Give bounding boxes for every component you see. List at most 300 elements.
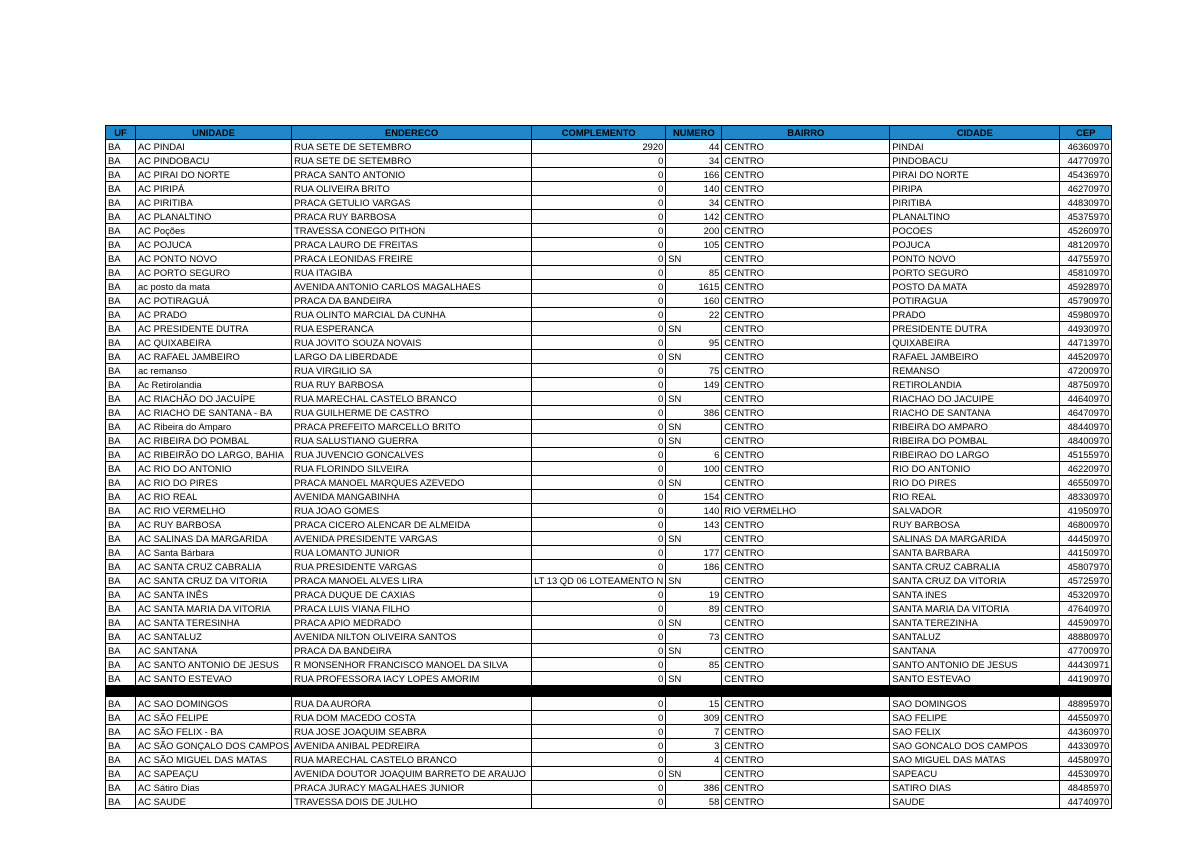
cell-unidade: AC SANTANA xyxy=(136,644,292,658)
cell-cep: 45790970 xyxy=(1060,294,1112,308)
table-row xyxy=(106,602,1112,616)
cell-numero: 22 xyxy=(666,308,722,322)
table-row xyxy=(106,697,1112,711)
table-row xyxy=(106,154,1112,168)
table-row xyxy=(106,616,1112,630)
cell-complemento: 0 xyxy=(532,196,666,210)
cell-cep: 44740970 xyxy=(1060,795,1112,809)
cell-numero: 3 xyxy=(666,739,722,753)
cell-cidade: PIRITIBA xyxy=(890,196,1060,210)
cell-complemento: 0 xyxy=(532,336,666,350)
cell-numero: 386 xyxy=(666,406,722,420)
table-row xyxy=(106,462,1112,476)
table-row xyxy=(106,644,1112,658)
cell-unidade: AC Santa Bárbara xyxy=(136,546,292,560)
cell-endereco: PRACA LAURO DE FREITAS xyxy=(292,238,532,252)
cell-endereco: AVENIDA ANIBAL PEDREIRA xyxy=(292,739,532,753)
cell-uf: BA xyxy=(106,322,136,336)
cell-cep: 44830970 xyxy=(1060,196,1112,210)
cell-unidade: AC RIACHO DE SANTANA - BA xyxy=(136,406,292,420)
cell-uf: BA xyxy=(106,560,136,574)
cell-uf: BA xyxy=(106,711,136,725)
cell-uf: BA xyxy=(106,154,136,168)
cell-unidade: AC SANTA TERESINHA xyxy=(136,616,292,630)
cell-cep: 44430971 xyxy=(1060,658,1112,672)
cell-cidade: SAO GONCALO DOS CAMPOS xyxy=(890,739,1060,753)
cell-complemento: 0 xyxy=(532,462,666,476)
redaction-bar xyxy=(106,686,1112,697)
table-row xyxy=(106,224,1112,238)
cell-endereco: RUA JOAO GOMES xyxy=(292,504,532,518)
cell-complemento: 0 xyxy=(532,602,666,616)
cell-complemento: 0 xyxy=(532,518,666,532)
cell-bairro: CENTRO xyxy=(722,140,890,154)
cell-bairro: CENTRO xyxy=(722,294,890,308)
cell-numero: SN xyxy=(666,644,722,658)
cell-bairro: CENTRO xyxy=(722,462,890,476)
cell-complemento: 0 xyxy=(532,476,666,490)
cell-uf: BA xyxy=(106,532,136,546)
cell-unidade: AC Poções xyxy=(136,224,292,238)
cell-complemento: 0 xyxy=(532,795,666,809)
cell-bairro: CENTRO xyxy=(722,476,890,490)
cell-uf: BA xyxy=(106,168,136,182)
cell-cep: 44520970 xyxy=(1060,350,1112,364)
cell-endereco: RUA PRESIDENTE VARGAS xyxy=(292,560,532,574)
table-row xyxy=(106,476,1112,490)
cell-unidade: AC SANTA INÊS xyxy=(136,588,292,602)
cell-numero: SN xyxy=(666,434,722,448)
cell-bairro: CENTRO xyxy=(722,336,890,350)
table-row xyxy=(106,658,1112,672)
cell-cep: 44713970 xyxy=(1060,336,1112,350)
agencies-table xyxy=(105,125,1112,809)
cell-bairro: CENTRO xyxy=(722,364,890,378)
cell-numero: 73 xyxy=(666,630,722,644)
cell-numero: 142 xyxy=(666,210,722,224)
cell-uf: BA xyxy=(106,753,136,767)
table-row xyxy=(106,168,1112,182)
cell-cidade: RIO DO PIRES xyxy=(890,476,1060,490)
cell-cidade: SANTA CRUZ CABRALIA xyxy=(890,560,1060,574)
cell-complemento: 0 xyxy=(532,616,666,630)
cell-cep: 45810970 xyxy=(1060,266,1112,280)
cell-bairro: CENTRO xyxy=(722,711,890,725)
cell-endereco: AVENIDA MANGABINHA xyxy=(292,490,532,504)
cell-cep: 48485970 xyxy=(1060,781,1112,795)
header-uf: UF xyxy=(106,126,136,140)
table-row xyxy=(106,630,1112,644)
cell-unidade: AC PLANALTINO xyxy=(136,210,292,224)
cell-cidade: PIRIPA xyxy=(890,182,1060,196)
cell-bairro: CENTRO xyxy=(722,280,890,294)
cell-cidade: RAFAEL JAMBEIRO xyxy=(890,350,1060,364)
cell-cidade: RETIROLANDIA xyxy=(890,378,1060,392)
cell-unidade: AC Ribeira do Amparo xyxy=(136,420,292,434)
cell-unidade: AC SANTALUZ xyxy=(136,630,292,644)
cell-uf: BA xyxy=(106,546,136,560)
cell-numero: 200 xyxy=(666,224,722,238)
cell-complemento: 0 xyxy=(532,560,666,574)
cell-uf: BA xyxy=(106,630,136,644)
table-row xyxy=(106,518,1112,532)
cell-endereco: RUA SALUSTIANO GUERRA xyxy=(292,434,532,448)
cell-cep: 46470970 xyxy=(1060,406,1112,420)
cell-bairro: CENTRO xyxy=(722,490,890,504)
cell-numero: 34 xyxy=(666,154,722,168)
cell-unidade: AC SANTA CRUZ DA VITORIA xyxy=(136,574,292,588)
cell-numero: 100 xyxy=(666,462,722,476)
cell-complemento: 0 xyxy=(532,490,666,504)
cell-bairro: CENTRO xyxy=(722,725,890,739)
cell-uf: BA xyxy=(106,196,136,210)
cell-uf: BA xyxy=(106,574,136,588)
cell-uf: BA xyxy=(106,644,136,658)
cell-cidade: POJUCA xyxy=(890,238,1060,252)
cell-cep: 48120970 xyxy=(1060,238,1112,252)
header-row xyxy=(106,126,1112,140)
cell-uf: BA xyxy=(106,490,136,504)
cell-cidade: RIACHO DE SANTANA xyxy=(890,406,1060,420)
cell-cep: 44360970 xyxy=(1060,725,1112,739)
cell-cep: 46360970 xyxy=(1060,140,1112,154)
cell-complemento: 0 xyxy=(532,238,666,252)
cell-bairro: CENTRO xyxy=(722,739,890,753)
cell-bairro: CENTRO xyxy=(722,697,890,711)
cell-bairro: CENTRO xyxy=(722,448,890,462)
cell-cep: 45260970 xyxy=(1060,224,1112,238)
cell-endereco: RUA JOSE JOAQUIM SEABRA xyxy=(292,725,532,739)
cell-numero: 166 xyxy=(666,168,722,182)
cell-cidade: SANTO ANTONIO DE JESUS xyxy=(890,658,1060,672)
cell-cep: 44755970 xyxy=(1060,252,1112,266)
cell-unidade: AC SANTA MARIA DA VITORIA xyxy=(136,602,292,616)
cell-bairro: CENTRO xyxy=(722,644,890,658)
cell-endereco: RUA MARECHAL CASTELO BRANCO xyxy=(292,753,532,767)
cell-cep: 45155970 xyxy=(1060,448,1112,462)
cell-endereco: PRACA DA BANDEIRA xyxy=(292,644,532,658)
cell-cidade: PINDAI xyxy=(890,140,1060,154)
cell-unidade: AC SALINAS DA MARGARIDA xyxy=(136,532,292,546)
cell-unidade: AC RIACHÃO DO JACUÍPE xyxy=(136,392,292,406)
cell-uf: BA xyxy=(106,448,136,462)
cell-uf: BA xyxy=(106,795,136,809)
cell-cep: 46550970 xyxy=(1060,476,1112,490)
cell-unidade: AC RIO VERMELHO xyxy=(136,504,292,518)
cell-numero: 95 xyxy=(666,336,722,350)
cell-bairro: CENTRO xyxy=(722,224,890,238)
cell-endereco: PRACA MANOEL MARQUES AZEVEDO xyxy=(292,476,532,490)
cell-complemento: 0 xyxy=(532,322,666,336)
cell-numero: 15 xyxy=(666,697,722,711)
cell-complemento: 0 xyxy=(532,168,666,182)
cell-unidade: AC SANTO ANTONIO DE JESUS xyxy=(136,658,292,672)
cell-unidade: AC SÃO MIGUEL DAS MATAS xyxy=(136,753,292,767)
cell-bairro: CENTRO xyxy=(722,308,890,322)
cell-uf: BA xyxy=(106,588,136,602)
cell-unidade: AC SÃO FELIPE xyxy=(136,711,292,725)
cell-unidade: AC PORTO SEGURO xyxy=(136,266,292,280)
cell-cidade: SAPEACU xyxy=(890,767,1060,781)
cell-bairro: CENTRO xyxy=(722,658,890,672)
cell-cep: 46800970 xyxy=(1060,518,1112,532)
cell-uf: BA xyxy=(106,462,136,476)
cell-cidade: SALVADOR xyxy=(890,504,1060,518)
cell-bairro: CENTRO xyxy=(722,420,890,434)
cell-endereco: RUA OLIVEIRA BRITO xyxy=(292,182,532,196)
cell-numero: 177 xyxy=(666,546,722,560)
cell-bairro: CENTRO xyxy=(722,616,890,630)
cell-endereco: RUA DOM MACEDO COSTA xyxy=(292,711,532,725)
cell-cidade: RIBEIRA DO AMPARO xyxy=(890,420,1060,434)
cell-unidade: ac posto da mata xyxy=(136,280,292,294)
table-row xyxy=(106,532,1112,546)
cell-bairro: CENTRO xyxy=(722,518,890,532)
cell-numero: SN xyxy=(666,252,722,266)
cell-endereco: RUA MARECHAL CASTELO BRANCO xyxy=(292,392,532,406)
table-row xyxy=(106,490,1112,504)
header-bairro: BAIRRO xyxy=(722,126,890,140)
table-row xyxy=(106,711,1112,725)
cell-cep: 47200970 xyxy=(1060,364,1112,378)
cell-numero: SN xyxy=(666,476,722,490)
cell-numero: 149 xyxy=(666,378,722,392)
cell-endereco: PRACA APIO MEDRADO xyxy=(292,616,532,630)
cell-complemento: 0 xyxy=(532,210,666,224)
cell-cidade: REMANSO xyxy=(890,364,1060,378)
table-row xyxy=(106,781,1112,795)
cell-bairro: RIO VERMELHO xyxy=(722,504,890,518)
cell-complemento: 0 xyxy=(532,546,666,560)
cell-unidade: AC PRADO xyxy=(136,308,292,322)
table-row xyxy=(106,294,1112,308)
header-numero: NUMERO xyxy=(666,126,722,140)
cell-complemento: 0 xyxy=(532,753,666,767)
cell-cidade: SANTA MARIA DA VITORIA xyxy=(890,602,1060,616)
header-unidade: UNIDADE xyxy=(136,126,292,140)
cell-numero: SN xyxy=(666,420,722,434)
cell-unidade: AC SÃO FELIX - BA xyxy=(136,725,292,739)
cell-complemento: 0 xyxy=(532,711,666,725)
table-row xyxy=(106,588,1112,602)
cell-bairro: CENTRO xyxy=(722,546,890,560)
cell-bairro: CENTRO xyxy=(722,168,890,182)
table-row xyxy=(106,210,1112,224)
cell-uf: BA xyxy=(106,392,136,406)
cell-cidade: RIO REAL xyxy=(890,490,1060,504)
cell-endereco: AVENIDA NILTON OLIVEIRA SANTOS xyxy=(292,630,532,644)
cell-cidade: PONTO NOVO xyxy=(890,252,1060,266)
cell-endereco: RUA SETE DE SETEMBRO xyxy=(292,154,532,168)
cell-cep: 44930970 xyxy=(1060,322,1112,336)
cell-endereco: PRACA DA BANDEIRA xyxy=(292,294,532,308)
cell-complemento: 0 xyxy=(532,658,666,672)
cell-complemento: 0 xyxy=(532,630,666,644)
cell-complemento: 0 xyxy=(532,224,666,238)
cell-complemento: 0 xyxy=(532,781,666,795)
cell-numero: SN xyxy=(666,392,722,406)
table-row xyxy=(106,308,1112,322)
cell-cep: 44550970 xyxy=(1060,711,1112,725)
cell-endereco: RUA ESPERANCA xyxy=(292,322,532,336)
cell-unidade: AC QUIXABEIRA xyxy=(136,336,292,350)
cell-uf: BA xyxy=(106,224,136,238)
cell-uf: BA xyxy=(106,210,136,224)
cell-unidade: AC RUY BARBOSA xyxy=(136,518,292,532)
cell-complemento: 0 xyxy=(532,266,666,280)
cell-cidade: PIRAI DO NORTE xyxy=(890,168,1060,182)
cell-numero: 19 xyxy=(666,588,722,602)
cell-cidade: SAO FELIPE xyxy=(890,711,1060,725)
header-cidade: CIDADE xyxy=(890,126,1060,140)
cell-bairro: CENTRO xyxy=(722,210,890,224)
table-row xyxy=(106,406,1112,420)
cell-numero: 6 xyxy=(666,448,722,462)
cell-uf: BA xyxy=(106,697,136,711)
cell-cidade: PORTO SEGURO xyxy=(890,266,1060,280)
table-row xyxy=(106,420,1112,434)
cell-endereco: RUA VIRGILIO SA xyxy=(292,364,532,378)
table-row xyxy=(106,336,1112,350)
cell-numero: 75 xyxy=(666,364,722,378)
cell-complemento: LT 13 QD 06 LOTEAMENTO N xyxy=(532,574,666,588)
cell-cidade: RUY BARBOSA xyxy=(890,518,1060,532)
cell-numero: 143 xyxy=(666,518,722,532)
cell-cep: 44150970 xyxy=(1060,546,1112,560)
cell-bairro: CENTRO xyxy=(722,378,890,392)
table-row xyxy=(106,252,1112,266)
cell-numero: 309 xyxy=(666,711,722,725)
cell-endereco: PRACA SANTO ANTONIO xyxy=(292,168,532,182)
cell-unidade: AC SAPEAÇU xyxy=(136,767,292,781)
cell-cep: 45375970 xyxy=(1060,210,1112,224)
cell-cep: 44330970 xyxy=(1060,739,1112,753)
header-complemento: COMPLEMENTO xyxy=(532,126,666,140)
cell-endereco: PRACA MANOEL ALVES LIRA xyxy=(292,574,532,588)
cell-cidade: SANTA INES xyxy=(890,588,1060,602)
cell-cidade: SALINAS DA MARGARIDA xyxy=(890,532,1060,546)
cell-cidade: SANTANA xyxy=(890,644,1060,658)
cell-cidade: RIBEIRA DO POMBAL xyxy=(890,434,1060,448)
cell-numero: 85 xyxy=(666,658,722,672)
cell-complemento: 0 xyxy=(532,182,666,196)
cell-bairro: CENTRO xyxy=(722,560,890,574)
table-row xyxy=(106,574,1112,588)
cell-endereco: AVENIDA DOUTOR JOAQUIM BARRETO DE ARAUJO xyxy=(292,767,532,781)
table-row xyxy=(106,280,1112,294)
cell-complemento: 0 xyxy=(532,154,666,168)
cell-endereco: PRACA LEONIDAS FREIRE xyxy=(292,252,532,266)
cell-uf: BA xyxy=(106,140,136,154)
cell-endereco: RUA FLORINDO SILVEIRA xyxy=(292,462,532,476)
cell-cep: 44770970 xyxy=(1060,154,1112,168)
cell-endereco: TRAVESSA DOIS DE JULHO xyxy=(292,795,532,809)
cell-bairro: CENTRO xyxy=(722,672,890,686)
cell-cidade: SAO MIGUEL DAS MATAS xyxy=(890,753,1060,767)
cell-unidade: AC PRESIDENTE DUTRA xyxy=(136,322,292,336)
table-row xyxy=(106,182,1112,196)
cell-unidade: AC PINDOBACU xyxy=(136,154,292,168)
cell-endereco: RUA GUILHERME DE CASTRO xyxy=(292,406,532,420)
cell-bairro: CENTRO xyxy=(722,196,890,210)
cell-cep: 45436970 xyxy=(1060,168,1112,182)
cell-uf: BA xyxy=(106,504,136,518)
table-row xyxy=(106,546,1112,560)
cell-numero: 140 xyxy=(666,504,722,518)
table-row xyxy=(106,434,1112,448)
cell-endereco: PRACA DUQUE DE CAXIAS xyxy=(292,588,532,602)
cell-cidade: POTIRAGUA xyxy=(890,294,1060,308)
cell-uf: BA xyxy=(106,658,136,672)
cell-cidade: SAUDE xyxy=(890,795,1060,809)
cell-unidade: ac remanso xyxy=(136,364,292,378)
cell-complemento: 0 xyxy=(532,308,666,322)
cell-cep: 45320970 xyxy=(1060,588,1112,602)
cell-endereco: AVENIDA ANTONIO CARLOS MAGALHAES xyxy=(292,280,532,294)
cell-uf: BA xyxy=(106,476,136,490)
cell-complemento: 0 xyxy=(532,504,666,518)
cell-endereco: LARGO DA LIBERDADE xyxy=(292,350,532,364)
cell-unidade: Ac Retirolandia xyxy=(136,378,292,392)
cell-complemento: 0 xyxy=(532,725,666,739)
cell-uf: BA xyxy=(106,434,136,448)
cell-cep: 48880970 xyxy=(1060,630,1112,644)
cell-uf: BA xyxy=(106,602,136,616)
cell-unidade: AC POJUCA xyxy=(136,238,292,252)
cell-complemento: 0 xyxy=(532,280,666,294)
cell-cep: 46270970 xyxy=(1060,182,1112,196)
cell-unidade: AC RIO DO ANTONIO xyxy=(136,462,292,476)
cell-complemento: 0 xyxy=(532,434,666,448)
cell-numero: 140 xyxy=(666,182,722,196)
cell-cep: 45928970 xyxy=(1060,280,1112,294)
cell-bairro: CENTRO xyxy=(722,266,890,280)
cell-bairro: CENTRO xyxy=(722,322,890,336)
cell-uf: BA xyxy=(106,672,136,686)
cell-endereco: PRACA CICERO ALENCAR DE ALMEIDA xyxy=(292,518,532,532)
table-row xyxy=(106,795,1112,809)
cell-uf: BA xyxy=(106,266,136,280)
cell-cidade: SAO FELIX xyxy=(890,725,1060,739)
cell-bairro: CENTRO xyxy=(722,392,890,406)
table-row xyxy=(106,266,1112,280)
cell-unidade: AC PINDAI xyxy=(136,140,292,154)
cell-complemento: 0 xyxy=(532,532,666,546)
cell-cidade: SATIRO DIAS xyxy=(890,781,1060,795)
cell-cidade: RIBEIRAO DO LARGO xyxy=(890,448,1060,462)
cell-cep: 44450970 xyxy=(1060,532,1112,546)
cell-cidade: RIO DO ANTONIO xyxy=(890,462,1060,476)
table-row xyxy=(106,392,1112,406)
cell-bairro: CENTRO xyxy=(722,753,890,767)
table-row xyxy=(106,140,1112,154)
cell-numero: 386 xyxy=(666,781,722,795)
cell-uf: BA xyxy=(106,378,136,392)
cell-cep: 48330970 xyxy=(1060,490,1112,504)
cell-uf: BA xyxy=(106,725,136,739)
cell-complemento: 0 xyxy=(532,378,666,392)
cell-cidade: SAO DOMINGOS xyxy=(890,697,1060,711)
cell-cidade: QUIXABEIRA xyxy=(890,336,1060,350)
cell-unidade: AC RIO REAL xyxy=(136,490,292,504)
cell-bairro: CENTRO xyxy=(722,574,890,588)
cell-complemento: 0 xyxy=(532,392,666,406)
cell-numero: 85 xyxy=(666,266,722,280)
cell-cep: 48400970 xyxy=(1060,434,1112,448)
cell-endereco: TRAVESSA CONEGO PITHON xyxy=(292,224,532,238)
cell-unidade: AC RIO DO PIRES xyxy=(136,476,292,490)
cell-unidade: AC SANTA CRUZ CABRALIA xyxy=(136,560,292,574)
